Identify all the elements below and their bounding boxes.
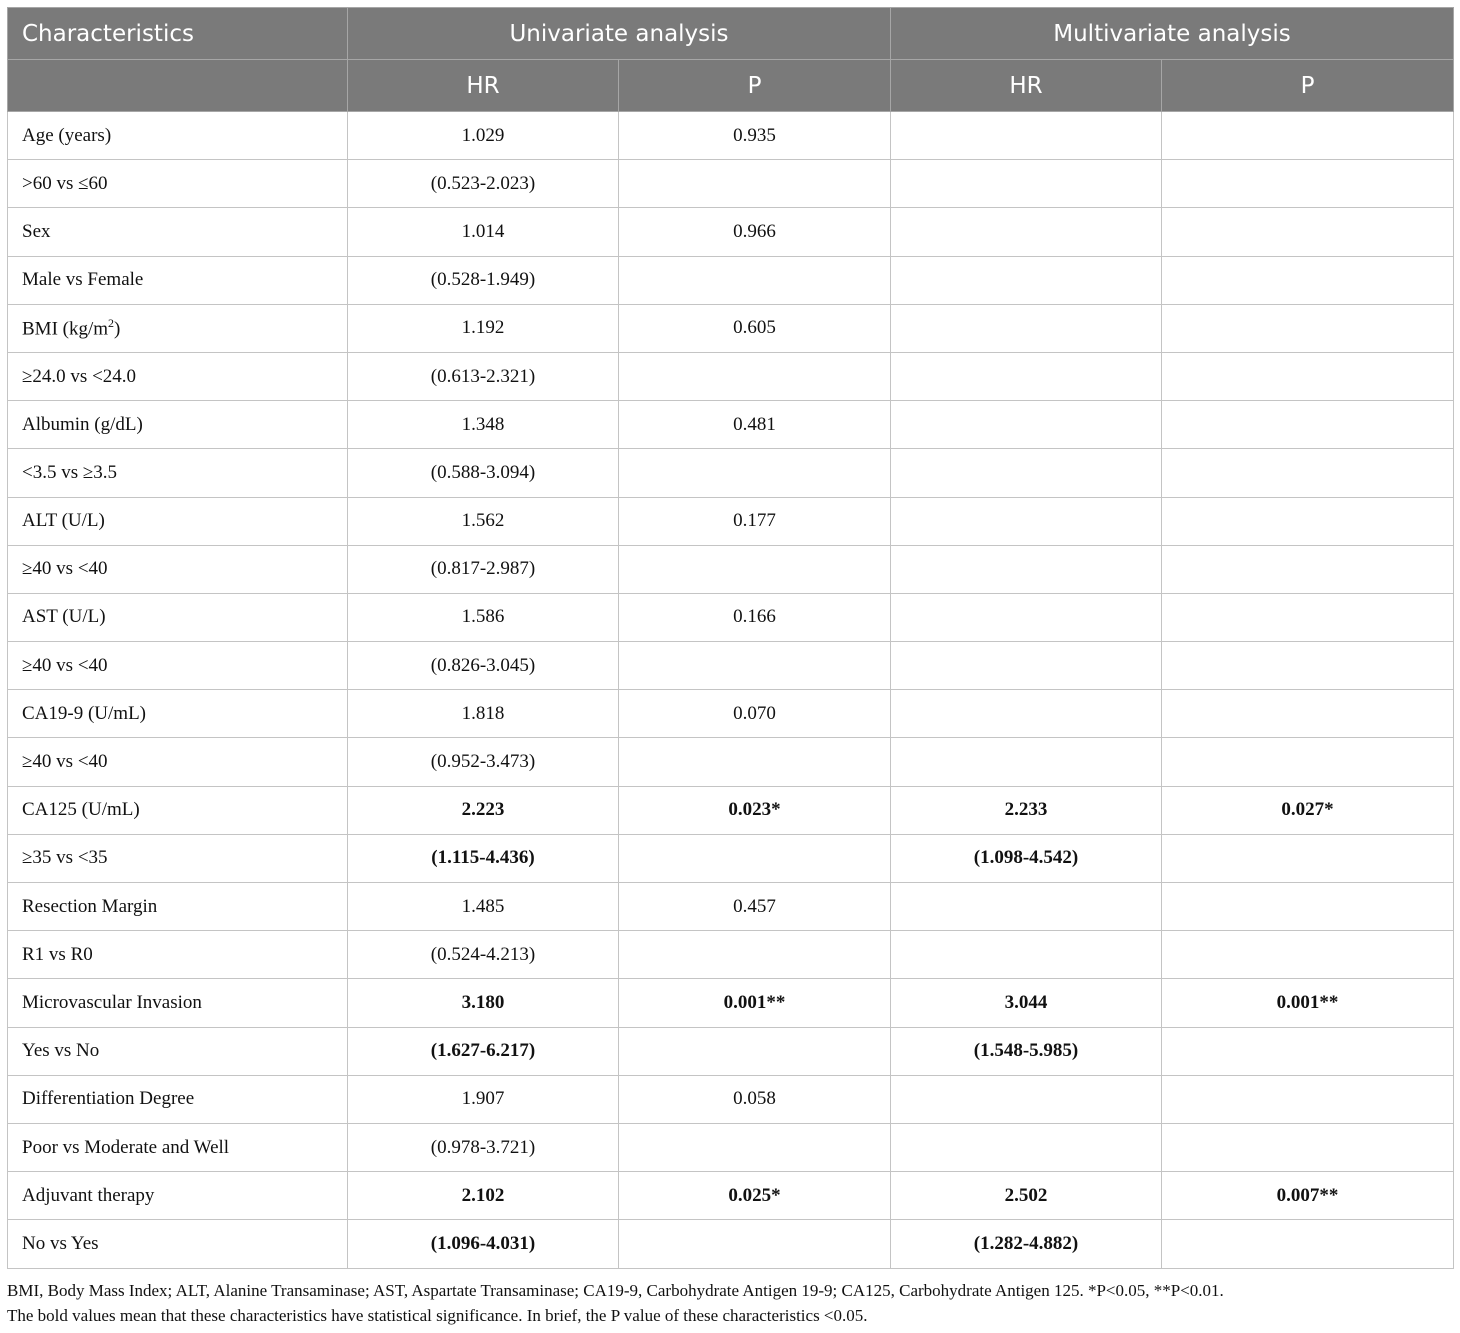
table-row — [8, 1027, 1454, 1075]
cell-univariate-p: 0.070 — [619, 690, 891, 738]
cell-multivariate-p: 0.001** — [1162, 979, 1454, 1027]
cell-univariate-p — [619, 352, 891, 400]
footnote-bold-explanation: The bold values mean that these characteristics have statistical significance. In brief, the P value of these characteristics <0.05. — [7, 1306, 868, 1325]
cell-univariate-p — [619, 1220, 891, 1268]
table-row — [8, 642, 1454, 690]
cell-multivariate-p: 0.027* — [1162, 786, 1454, 834]
table-row — [8, 208, 1454, 256]
cell-univariate-p: 0.966 — [619, 208, 891, 256]
cell-multivariate-p — [1162, 834, 1454, 882]
table-row — [8, 352, 1454, 400]
table-header — [8, 8, 1454, 112]
header-univariate-p: P — [619, 60, 891, 112]
cell-multivariate-hr — [891, 690, 1162, 738]
cell-multivariate-p — [1162, 401, 1454, 449]
header-row-columns — [8, 60, 1454, 112]
cell-multivariate-hr: (1.548-5.985) — [891, 1027, 1162, 1075]
cell-univariate-hr: 1.907 — [348, 1075, 619, 1123]
cell-multivariate-hr: 3.044 — [891, 979, 1162, 1027]
cell-univariate-hr: 1.562 — [348, 497, 619, 545]
cell-characteristic: Age (years) — [8, 112, 348, 160]
cell-multivariate-p — [1162, 593, 1454, 641]
cell-univariate-p — [619, 834, 891, 882]
cell-univariate-p: 0.025* — [619, 1172, 891, 1220]
table-row — [8, 690, 1454, 738]
cell-univariate-hr: 2.102 — [348, 1172, 619, 1220]
cell-univariate-p: 0.058 — [619, 1075, 891, 1123]
cell-univariate-hr: 1.014 — [348, 208, 619, 256]
cell-characteristic: CA19-9 (U/mL) — [8, 690, 348, 738]
cell-multivariate-p — [1162, 112, 1454, 160]
cell-univariate-hr: 1.348 — [348, 401, 619, 449]
cell-multivariate-hr — [891, 931, 1162, 979]
cell-multivariate-p — [1162, 160, 1454, 208]
cell-multivariate-hr — [891, 1123, 1162, 1171]
cell-univariate-hr: (0.523-2.023) — [348, 160, 619, 208]
cell-univariate-hr: (0.528-1.949) — [348, 256, 619, 304]
cell-multivariate-p — [1162, 690, 1454, 738]
cell-multivariate-hr — [891, 883, 1162, 931]
cell-multivariate-p — [1162, 883, 1454, 931]
table-row — [8, 256, 1454, 304]
table-row — [8, 401, 1454, 449]
table-row — [8, 1220, 1454, 1268]
table-row — [8, 979, 1454, 1027]
header-characteristics: Characteristics — [8, 8, 348, 60]
label-text: BMI (kg/m — [22, 318, 109, 340]
cell-univariate-hr: 1.485 — [348, 883, 619, 931]
cell-univariate-p — [619, 256, 891, 304]
cell-multivariate-p: 0.007** — [1162, 1172, 1454, 1220]
cell-multivariate-p — [1162, 738, 1454, 786]
cell-multivariate-hr — [891, 593, 1162, 641]
cell-multivariate-p — [1162, 1075, 1454, 1123]
cell-multivariate-p — [1162, 545, 1454, 593]
cell-univariate-hr: (0.978-3.721) — [348, 1123, 619, 1171]
cell-multivariate-hr — [891, 1075, 1162, 1123]
cell-characteristic: Albumin (g/dL) — [8, 401, 348, 449]
table-row — [8, 1172, 1454, 1220]
cell-multivariate-hr — [891, 642, 1162, 690]
cell-characteristic: Resection Margin — [8, 883, 348, 931]
header-multivariate-hr: HR — [891, 60, 1162, 112]
header-empty — [8, 60, 348, 112]
header-univariate-hr: HR — [348, 60, 619, 112]
cell-univariate-hr: (1.115-4.436) — [348, 834, 619, 882]
cell-characteristic: CA125 (U/mL) — [8, 786, 348, 834]
cell-multivariate-p — [1162, 256, 1454, 304]
cell-univariate-p: 0.481 — [619, 401, 891, 449]
cell-multivariate-hr — [891, 208, 1162, 256]
cell-characteristic: R1 vs R0 — [8, 931, 348, 979]
cell-univariate-hr: (1.096-4.031) — [348, 1220, 619, 1268]
table-row — [8, 1123, 1454, 1171]
cell-characteristic — [8, 304, 348, 352]
cell-multivariate-hr — [891, 112, 1162, 160]
header-row-groups — [8, 8, 1454, 60]
cell-univariate-hr: (0.826-3.045) — [348, 642, 619, 690]
cell-multivariate-hr — [891, 160, 1162, 208]
cell-characteristic: Microvascular Invasion — [8, 979, 348, 1027]
cell-univariate-hr: 1.818 — [348, 690, 619, 738]
cell-characteristic: ≥24.0 vs <24.0 — [8, 352, 348, 400]
cell-univariate-p — [619, 738, 891, 786]
cell-characteristic: Differentiation Degree — [8, 1075, 348, 1123]
cell-characteristic: ≥40 vs <40 — [8, 545, 348, 593]
table-row — [8, 593, 1454, 641]
cell-univariate-p — [619, 1027, 891, 1075]
cell-multivariate-p — [1162, 1123, 1454, 1171]
cell-multivariate-p — [1162, 497, 1454, 545]
cell-univariate-hr: (0.952-3.473) — [348, 738, 619, 786]
table-row — [8, 449, 1454, 497]
cell-characteristic: ALT (U/L) — [8, 497, 348, 545]
cell-univariate-hr: 2.223 — [348, 786, 619, 834]
cell-multivariate-hr: 2.233 — [891, 786, 1162, 834]
cell-univariate-hr: (0.817-2.987) — [348, 545, 619, 593]
table-row — [8, 931, 1454, 979]
label-superscript: 2 — [108, 316, 115, 331]
cell-multivariate-p — [1162, 208, 1454, 256]
footnote-abbreviations: BMI, Body Mass Index; ALT, Alanine Transaminase; AST, Aspartate Transaminase; CA19-9, Carbohydrate Antigen 19-9; CA125, Carbohydrate Antigen 125. *P<0.05, **P<0.01. — [7, 1281, 1224, 1300]
cell-univariate-hr: (1.627-6.217) — [348, 1027, 619, 1075]
cell-multivariate-p — [1162, 352, 1454, 400]
table-row — [8, 1075, 1454, 1123]
cell-multivariate-hr — [891, 401, 1162, 449]
cell-univariate-p — [619, 931, 891, 979]
cell-characteristic: Adjuvant therapy — [8, 1172, 348, 1220]
cell-univariate-p: 0.177 — [619, 497, 891, 545]
cell-univariate-p: 0.001** — [619, 979, 891, 1027]
cell-multivariate-hr — [891, 256, 1162, 304]
header-multivariate-p: P — [1162, 60, 1454, 112]
cell-characteristic: ≥35 vs <35 — [8, 834, 348, 882]
cell-characteristic: >60 vs ≤60 — [8, 160, 348, 208]
cell-multivariate-hr — [891, 352, 1162, 400]
cell-characteristic: Sex — [8, 208, 348, 256]
table-row — [8, 545, 1454, 593]
cell-characteristic: AST (U/L) — [8, 593, 348, 641]
cell-characteristic: <3.5 vs ≥3.5 — [8, 449, 348, 497]
cell-univariate-p — [619, 545, 891, 593]
cell-characteristic: No vs Yes — [8, 1220, 348, 1268]
table-body — [8, 112, 1454, 1269]
table-footnote — [7, 1278, 1453, 1328]
cell-multivariate-hr — [891, 449, 1162, 497]
table-row — [8, 112, 1454, 160]
cell-multivariate-p — [1162, 931, 1454, 979]
table-row — [8, 304, 1454, 352]
cell-characteristic: Yes vs No — [8, 1027, 348, 1075]
table-row — [8, 497, 1454, 545]
table-row — [8, 834, 1454, 882]
cell-multivariate-p — [1162, 1027, 1454, 1075]
cell-multivariate-hr: (1.098-4.542) — [891, 834, 1162, 882]
table-row — [8, 160, 1454, 208]
table-row — [8, 738, 1454, 786]
cell-univariate-p: 0.166 — [619, 593, 891, 641]
cell-univariate-hr: (0.613-2.321) — [348, 352, 619, 400]
header-univariate: Univariate analysis — [348, 8, 891, 60]
cell-univariate-p: 0.023* — [619, 786, 891, 834]
cell-multivariate-p — [1162, 449, 1454, 497]
cell-multivariate-hr — [891, 545, 1162, 593]
cell-univariate-p — [619, 642, 891, 690]
cell-univariate-hr: (0.588-3.094) — [348, 449, 619, 497]
cell-multivariate-p — [1162, 304, 1454, 352]
cell-univariate-p: 0.457 — [619, 883, 891, 931]
cell-univariate-p: 0.935 — [619, 112, 891, 160]
cox-regression-table — [7, 7, 1454, 1269]
table-row — [8, 786, 1454, 834]
cell-characteristic: ≥40 vs <40 — [8, 642, 348, 690]
cell-univariate-p: 0.605 — [619, 304, 891, 352]
cell-univariate-hr: 1.192 — [348, 304, 619, 352]
cell-univariate-hr: (0.524-4.213) — [348, 931, 619, 979]
cell-multivariate-hr: (1.282-4.882) — [891, 1220, 1162, 1268]
cell-multivariate-p — [1162, 1220, 1454, 1268]
cell-multivariate-hr: 2.502 — [891, 1172, 1162, 1220]
label-suffix: ) — [114, 318, 121, 340]
cell-characteristic: ≥40 vs <40 — [8, 738, 348, 786]
cell-univariate-p — [619, 449, 891, 497]
cell-univariate-hr: 1.029 — [348, 112, 619, 160]
cell-univariate-hr: 1.586 — [348, 593, 619, 641]
cell-characteristic: Male vs Female — [8, 256, 348, 304]
cell-multivariate-hr — [891, 738, 1162, 786]
cell-multivariate-p — [1162, 642, 1454, 690]
cell-univariate-p — [619, 1123, 891, 1171]
header-multivariate: Multivariate analysis — [891, 8, 1454, 60]
cell-characteristic: Poor vs Moderate and Well — [8, 1123, 348, 1171]
cell-multivariate-hr — [891, 304, 1162, 352]
cell-univariate-p — [619, 160, 891, 208]
table-row — [8, 883, 1454, 931]
cell-multivariate-hr — [891, 497, 1162, 545]
cell-univariate-hr: 3.180 — [348, 979, 619, 1027]
